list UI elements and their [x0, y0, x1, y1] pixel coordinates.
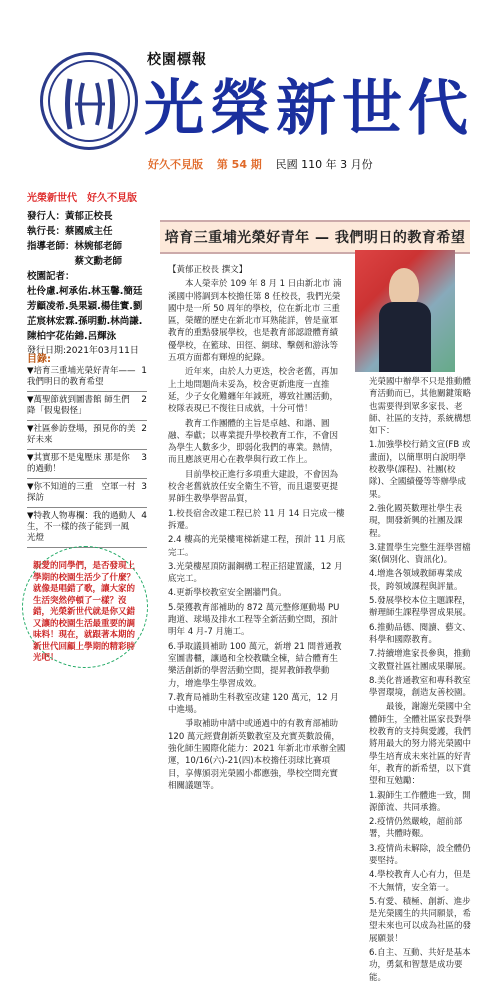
list-item: 6.推動品德、閱讀、藝文、科學和國際教育。	[369, 622, 471, 645]
list-item: 2.4 樓高的光榮樓電梯新建工程，預計 11 月底完工。	[168, 535, 345, 558]
list-item: 8.美化普通教室和專科教室學習環境，創造友善校園。	[369, 675, 472, 699]
toc-title: 目錄:	[27, 354, 51, 365]
editor: 執行長：蔡國威主任	[27, 226, 113, 237]
advisor-2: 蔡文勳老師	[27, 256, 123, 267]
list-item: 5.榮獲教育部補助的 872 萬元整修運動場 PU 跑道、球場及排水工程等全新活動空間，預計明年 4 月-7 月施工。	[168, 602, 340, 638]
list-item: 6.自主、互動、共好是基本功，勇氣和智慧是成功要能。	[369, 948, 471, 983]
issue-date: 民國 110 年 3 月份	[275, 158, 373, 171]
list-item: 4.學校教育人心有力，但是不大無情，安全第一。	[369, 870, 471, 893]
masthead-slogan: 光榮新世代 好久不見版	[27, 193, 137, 204]
list-item: 2.強化國英數理社學生表現，開發新興的社團及課程。	[369, 503, 463, 539]
paragraph: 近年來，由於人力更迭，校舍老舊，再加上土地問題尚未妥為，校舍更新進度一直推延，少子女化難纏年年減班，導致社團活動，校隊表現已不復往日成就，十分可惜！	[168, 367, 339, 415]
issue-line	[148, 156, 373, 172]
newspaper-title: 光榮新世代	[144, 74, 474, 144]
list-item: 5.發展學校本位主題課程，辦理師生課程學習成果展。	[369, 596, 472, 619]
toc-item[interactable]: ▼社區參訪登場，預見你的美好未來 2	[27, 421, 147, 450]
toc-item[interactable]: ▼其實那不是鬼壓床 那是你的過動！ 3	[27, 450, 147, 479]
print-date: 發行日期:2021年03月11日	[27, 346, 139, 356]
list-item: 7.持續增進家長參與，推動文教暨社區社團成果聯展。	[369, 649, 472, 672]
byline: 【黃郁正校長 撰文】	[168, 265, 248, 275]
toc-item[interactable]: ▼培育三重埔光榮好青年——我們明日的教育希望 1	[27, 363, 147, 392]
issue-number: 第 54 期	[216, 158, 262, 171]
paragraph: 爭取補助申請中或通過中的有教育部補助 120 萬元經費創新英數教室及充實英數設備，強化師生國際化能力：2021 年新北市承辦全國運，10/16(六)-21(四)本校擔任羽球比賽項目，享傳頒羽光榮國小都應強，學校空間充實相關議題等。	[168, 719, 346, 791]
logo-emblem-icon	[55, 69, 125, 139]
list-item: 5.有愛、積極、創新、進步是光榮國生的共同願景，希望未來也可以成為社區的發展願景！	[369, 896, 472, 944]
masthead	[27, 192, 147, 359]
paragraph: 目前學校正進行多項重大建設，不會因為校舍老舊就放任安全衛生不管，而且還要更提昇師生教學學習品質，	[168, 469, 339, 505]
advisor-1: 指導老師：林婉郁老師	[27, 241, 123, 252]
school-logo	[40, 52, 138, 150]
publisher: 發行人：黃郁正校長	[27, 211, 113, 222]
list-item: 6.爭取議員補助 100 萬元，新增 21 間普通教室圖書櫃，讓過和全校教職全棟，結合體育生樂活創新的學習活動空間，提昇教師教學動力，增進學生學習成效。	[168, 641, 342, 689]
section-label: 校園標報	[147, 52, 207, 68]
paragraph: 最後，謝謝光榮國中全體師生，全體社區家長對學校教育的支持與愛護，我們將用最大的努力將光榮國中學生培育成未來社區的好青年，教育的新希望，以下賞望和互勉勵：	[369, 702, 472, 787]
photo-caption: 光榮國中辦學不只是推動體育活動而已，其他關鍵策略也需要得到眾多家長、老師、社區的支持，系統構想如下：	[369, 377, 472, 437]
toc-item[interactable]: ▼特教人物專欄：我的過動人生，不一樣的孩子能到一風光燈 4	[27, 508, 147, 548]
paragraph: 本人榮幸於 109 年 8 月 1 日由新北市 湳溪國中將調到本校擔任第 8 任校長，我們光榮國中是一所 50 周年的學校，位在新北市 三重區，榮耀的歷史在新北市耳熟能詳，曾是童軍教育的重點發展學校，也是教育部認證體育績優學校，在籃球、田徑、網球、擊劍和游泳等五項方面都有輝煌的紀錄。	[168, 279, 342, 364]
reporters: 杜伶慮.柯承佑.林玉馨.簡廷芳顧凌希.吳果穎.楊佳實.劉芷宸林宏霖.孫明勳.林尚謙.陳柏宇花佑錦.呂輝泳	[27, 286, 143, 342]
toc-item[interactable]: ▼萬聖節就到圖書館 師生們降「假鬼假怪」 2	[27, 392, 147, 421]
article-column-right	[369, 376, 473, 983]
list-item: 4.更新學校教室安全圍牆門負。	[168, 588, 287, 599]
paragraph: 教育工作團體的主旨是卓越、和諧、圓融、奉獻；以專業提升學校教育工作，不會因為學生人數多少，即弱化我們的專業。熱情，而且應該更用心在教學與行政工作上。	[168, 418, 339, 466]
list-item: 2.疫情仍然嚴峻，超前部署，共體時艱。	[369, 817, 463, 840]
list-item: 1.校長宿舍改建工程已於 11 月 14 日完成一樓拆遷。	[168, 508, 345, 531]
staff-list	[27, 209, 147, 359]
article-headline: 培育三重埔光榮好青年 — 我們明日的教育希望	[160, 220, 470, 254]
table-of-contents	[27, 363, 147, 548]
list-item: 3.建置學生完整生涯學習檔案(個別化、資訊化)。	[369, 542, 471, 566]
article-column-left	[168, 264, 346, 791]
principal-photo	[355, 250, 455, 372]
toc-item[interactable]: ▼你不知道的三重 空軍一村探訪 3	[27, 479, 147, 508]
list-item: 3.光榮樓屋頂防漏鋼構工程正招建置議，12 月底完工。	[168, 561, 343, 585]
list-item: 1.親師生工作體進一致，開源節流、共同承擔。	[369, 790, 471, 813]
reporters-title: 校園記者：	[27, 271, 75, 282]
principal-suit	[379, 302, 431, 372]
list-item: 1.加強學校行銷文宣(FB 或畫面)，以簡單明白說明學校教學(課程)、社團(校隊)、全國績優等等辦學成果。	[369, 440, 471, 500]
list-item: 3.疫情尚未解除，設全體仍要堅持。	[369, 843, 471, 866]
edition-name: 好久不見版	[148, 158, 203, 171]
list-item: 4.增進各領域教師專業成長，跨領域課程與評量。	[369, 569, 463, 592]
list-item: 7.教育局補助生科教室改建 120 萬元，12 月中進場。	[168, 692, 339, 716]
intro-bubble: 親愛的同學們，是否發現上學期的校園生活少了什麼？就像是唱錯了歌，讓大家的生活突然停頓了一樣？沒錯，光榮新世代就是你又錯又讓的校園生活最重要的調味料！現在，就跟著本期的新世代回顧上學期的精彩時光吧！	[22, 546, 148, 668]
